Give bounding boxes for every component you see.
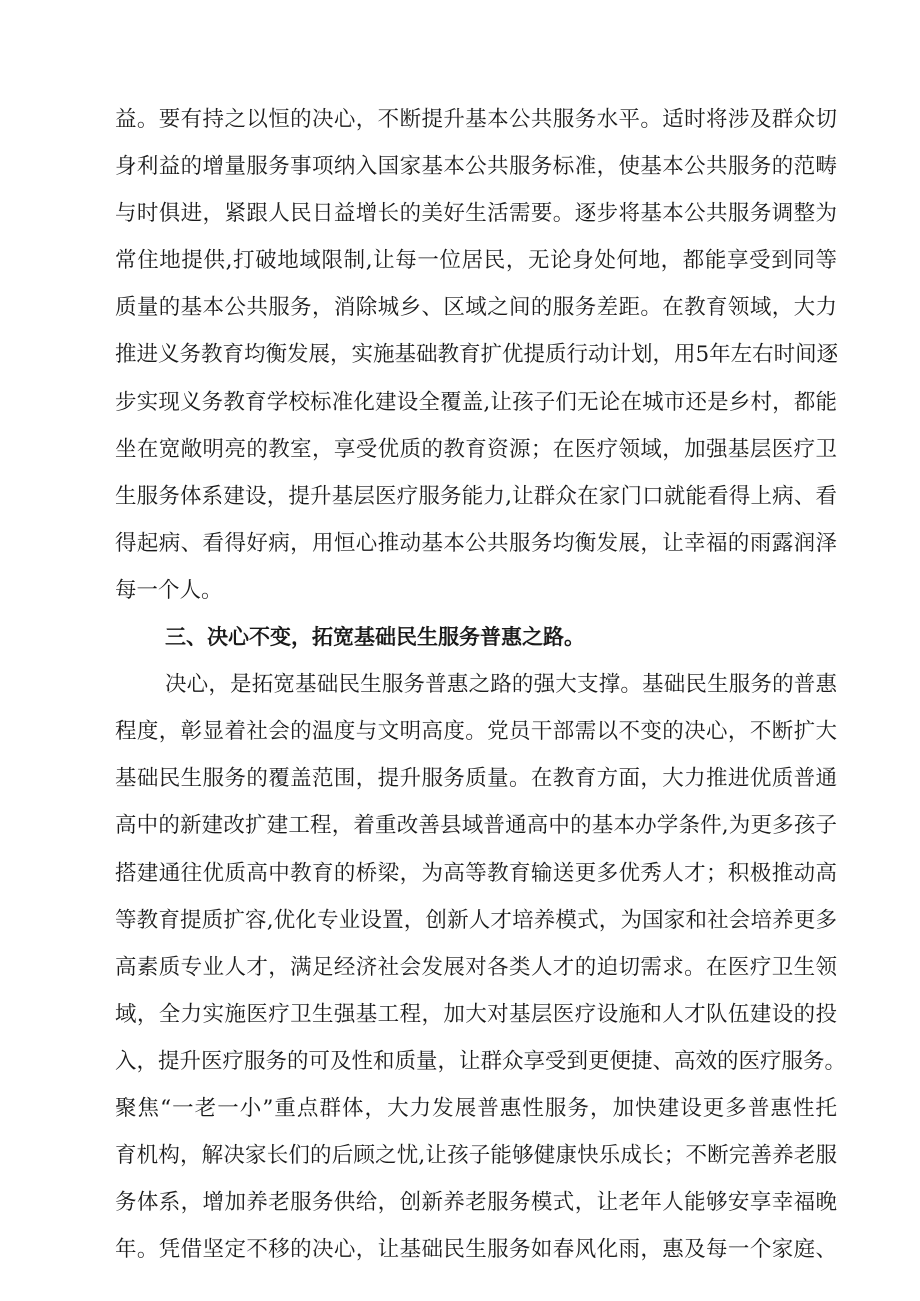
text-line: 基础民生服务的覆盖范围，提升服务质量。在教育方面，大力推进优质普通 bbox=[115, 766, 837, 792]
text-line: 常住地提供,打破地域限制,让每一位居民，无论身处何地，都能享受到同等 bbox=[115, 248, 837, 274]
text-line: 身利益的增量服务事项纳入国家基本公共服务标准，使基本公共服务的范畴 bbox=[115, 154, 837, 180]
text-line: 等教育提质扩容,优化专业设置，创新人才培养模式，为国家和社会培养更多 bbox=[115, 907, 837, 933]
text-line: 得起病、看得好病，用恒心推动基本公共服务均衡发展，让幸福的雨露润泽 bbox=[115, 530, 837, 556]
text-line: 生服务体系建设，提升基层医疗服务能力,让群众在家门口就能看得上病、看 bbox=[115, 483, 837, 509]
document-body bbox=[115, 96, 847, 1273]
text-line: 与时俱进，紧跟人民日益增长的美好生活需要。逐步将基本公共服务调整为 bbox=[115, 201, 837, 227]
text-line: 域，全力实施医疗卫生强基工程，加大对基层医疗设施和人才队伍建设的投 bbox=[115, 1001, 837, 1027]
text-line: 质量的基本公共服务，消除城乡、区域之间的服务差距。在教育领域，大力 bbox=[115, 295, 837, 321]
paragraph-1 bbox=[115, 96, 837, 614]
text-line: 年。凭借坚定不移的决心，让基础民生服务如春风化雨，惠及每一个家庭、 bbox=[115, 1237, 837, 1263]
text-line: 程度，彰显着社会的温度与文明高度。党员干部需以不变的决心，不断扩大 bbox=[115, 719, 837, 745]
text-line: 坐在宽敞明亮的教室，享受优质的教育资源；在医疗领域，加强基层医疗卫 bbox=[115, 436, 837, 462]
text-line: 步实现义务教育学校标准化建设全覆盖,让孩子们无论在城市还是乡村，都能 bbox=[115, 389, 837, 415]
text-line: 每一个人。 bbox=[115, 577, 223, 603]
text-line: 益。要有持之以恒的决心，不断提升基本公共服务水平。适时将涉及群众切 bbox=[115, 107, 837, 132]
text-line: 推进义务教育均衡发展，实施基础教育扩优提质行动计划，用5年左右时间逐 bbox=[115, 342, 839, 368]
text-line: 高中的新建改扩建工程，着重改善县域普通高中的基本办学条件,为更多孩子 bbox=[115, 813, 837, 839]
text-line: 务体系，增加养老服务供给，创新养老服务模式，让老年人能够安享幸福晚 bbox=[115, 1190, 837, 1216]
text-line: 高素质专业人才，满足经济社会发展对各类人才的迫切需求。在医疗卫生领 bbox=[115, 954, 837, 980]
text-line: 决心，是拓宽基础民生服务普惠之路的强大支撑。基础民生服务的普惠 bbox=[165, 672, 837, 698]
text-line: 搭建通往优质高中教育的桥梁，为高等教育输送更多优秀人才；积极推动高 bbox=[115, 860, 837, 886]
text-line: 聚焦“一老一小”重点群体，大力发展普惠性服务，加快建设更多普惠性托 bbox=[115, 1095, 837, 1121]
text-line: 育机构，解决家长们的后顾之忧,让孩子能够健康快乐成长；不断完善养老服 bbox=[115, 1143, 837, 1169]
paragraph-2 bbox=[115, 661, 847, 1273]
section-heading: 三、决心不变，拓宽基础民生服务普惠之路。 bbox=[165, 625, 585, 650]
text-line: 入，提升医疗服务的可及性和质量，让群众享受到更便捷、高效的医疗服务。 bbox=[115, 1048, 847, 1074]
